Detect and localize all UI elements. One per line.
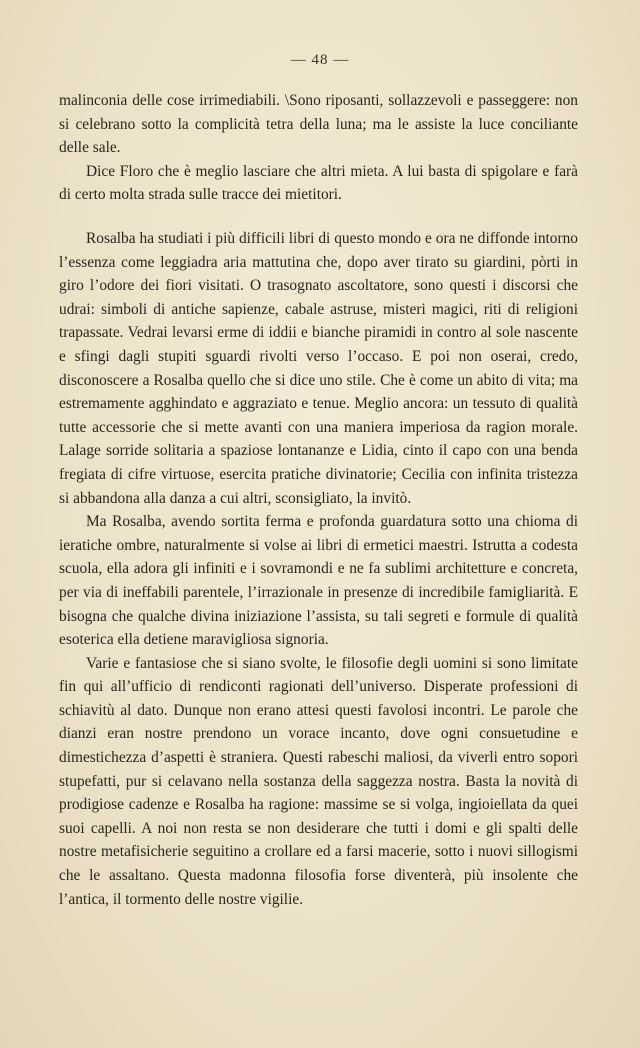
text-section-2 (59, 227, 578, 911)
paragraph: Rosalba ha studiati i più difficili libri di questo mondo e ora ne diffonde intorno l’essenza come leggiadra aria mattutina che, dopo aver tirato su giardini, pòrti in giro l’odore dei fiori visitati. O trasognato ascoltatore, sono questi i discorsi che udrai: simboli di antiche sapienze, cabale astruse, misteri magici, riti di religioni trapassate. Vedrai levarsi erme di iddii e bianche piramidi in contro al sole nascente e sfingi dagli stupiti sguardi rivolti verso l’occaso. E poi non oserai, credo, disconoscere a Rosalba quello che si dice uno stile. Che è come un abito di vita; ma estremamente agghindato e aggraziato e tenue. Meglio ancora: un tessuto di qualità tutte accessorie che si mette avanti con una maniera imperiosa da ragion morale. Lalage sorride solitaria a spaziose lontananze e Lidia, cinto il capo con una benda fregiata di cifre virtuose, esercita pratiche divinatorie; Cecilia con infinita tristezza si abbandona alla danza a cui altri, sconsigliato, la invitò. (59, 230, 578, 507)
paragraph: Varie e fantasiose che si siano svolte, le filosofie degli uomini si sono limitate fin qui all’ufficio di rendiconti ragionati dell’universo. Disperate professioni di schiavitù al dato. Dunque non erano attesi questi favolosi incontri. Le parole che dianzi eran nostre prendono un vorace incanto, dove ogni consuetudine e dimestichezza d’aspetti è straniera. Questi rabeschi maliosi, da viverli entro sopori stupefatti, pur si celavano nella sostanza della saggezza nostra. Basta la novità di prodigiose cadenze e Rosalba ha ragione: massime se si volga, ingioiellata da quei suoi capelli. A noi non resta se non desiderare che tutti i domi e gli spalti delle nostre metafisicherie seguitino a crollare ed a farsi macerie, sotto i nuovi sillogismi che le assaltano. Questa madonna filosofia forse diventerà, più insolente che l’antica, il tormento delle nostre vigilie. (59, 654, 578, 908)
paragraph: malinconia delle cose irrimediabili. \Sono riposanti, sollazzevoli e passeggere: non si celebrano sotto la complicità tetra della luna; ma le assiste la luce conciliante delle sale. (59, 92, 578, 157)
paragraph: Ma Rosalba, avendo sortita ferma e profonda guardatura sotto una chioma di ieratiche ombre, naturalmente si volse ai libri di ermetici maestri. Istrutta a codesta scuola, ella adora gli infiniti e i sovramondi e ne fa sublimi architetture e concreta, per via di ineffabili parentele, l’irrazionale in presenze di incredibile famigliarità. E bisogna che qualche divina iniziazione l’assista, su tali segreti e formule di qualità esoterica ella detiene maravigliosa signoria. (59, 513, 578, 649)
paragraph: Dice Floro che è meglio lasciare che altri mieta. A lui basta di spigolare e farà di certo molta strada sulle tracce dei mietitori. (59, 162, 578, 204)
text-section-1 (59, 89, 578, 207)
page-number: — 48 — (290, 52, 350, 68)
